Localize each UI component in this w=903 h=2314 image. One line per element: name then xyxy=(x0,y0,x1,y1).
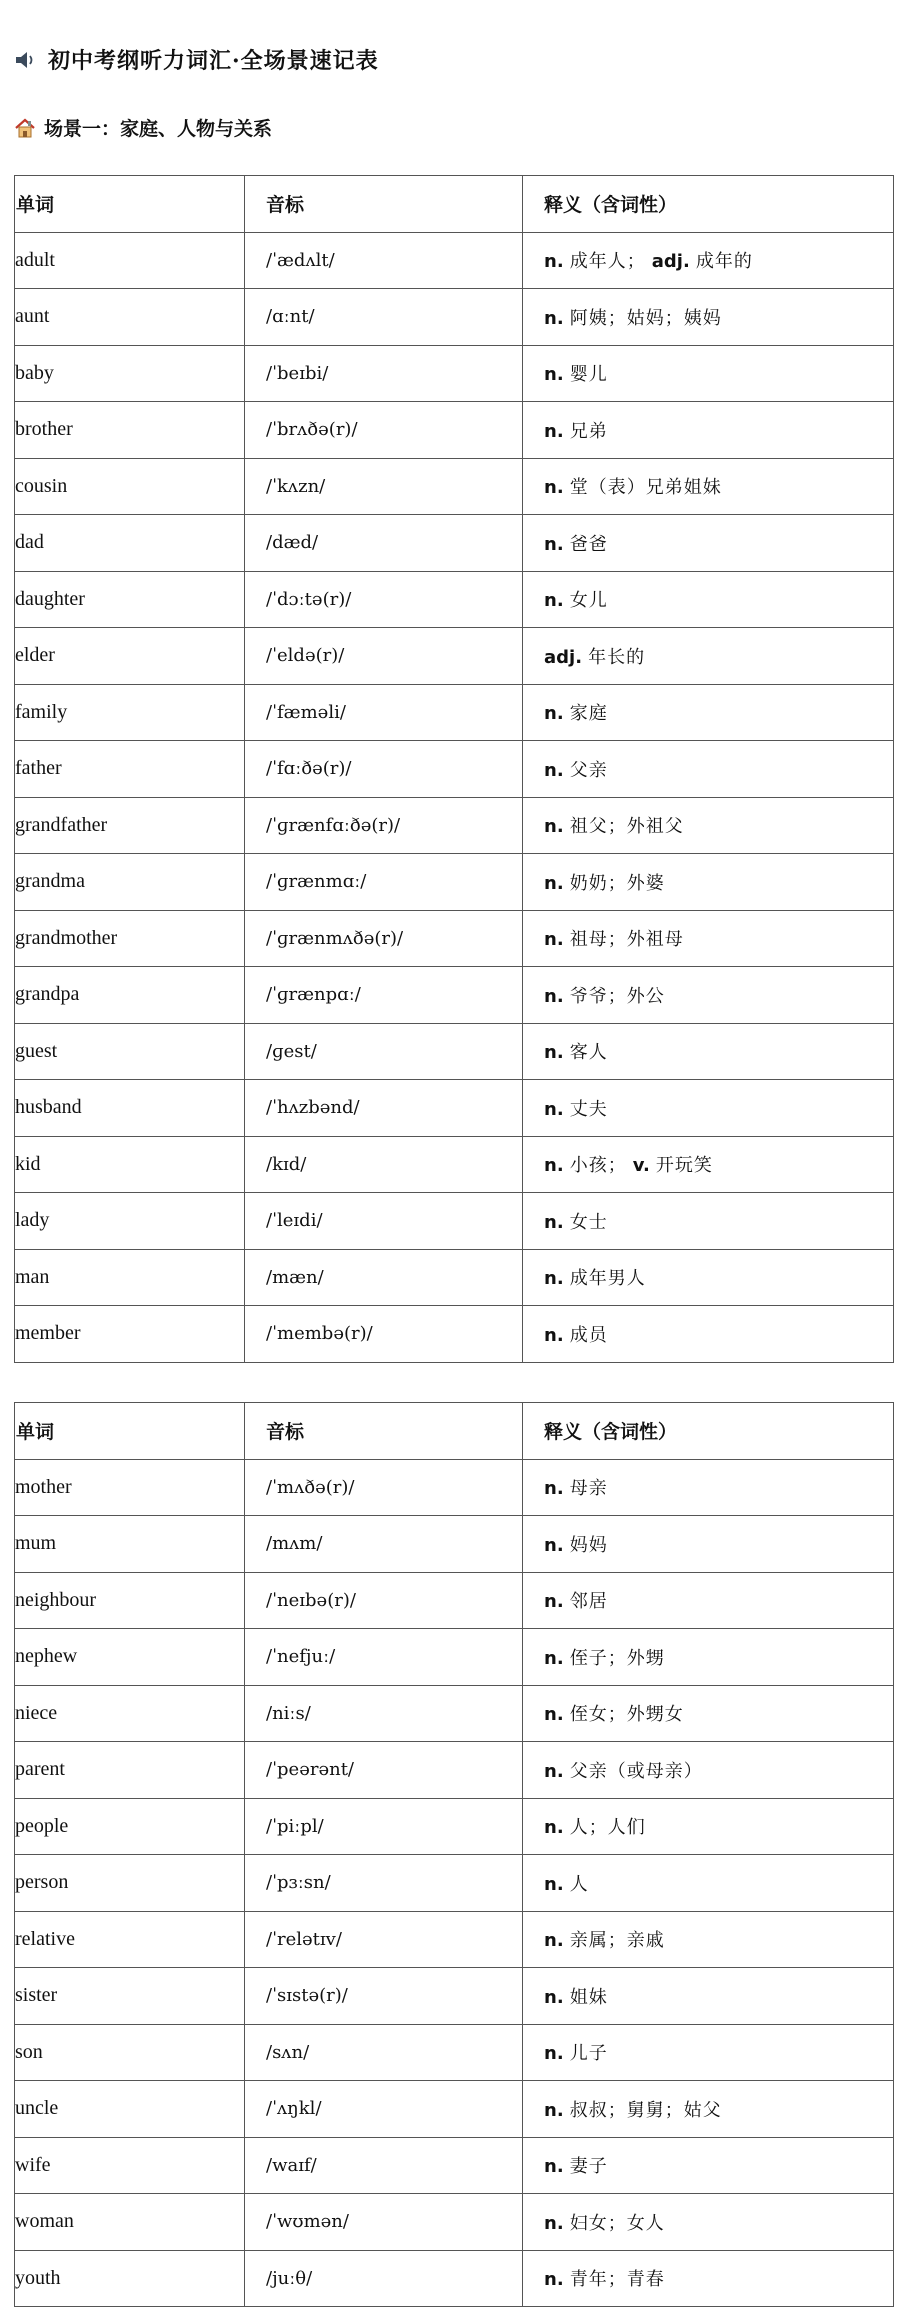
word-cell: grandmother xyxy=(15,910,245,967)
phonetic-cell: /ˈpɜːsn/ xyxy=(245,1855,523,1912)
phonetic-cell: /ˈnefjuː/ xyxy=(245,1629,523,1686)
word-cell: member xyxy=(15,1306,245,1363)
phonetic-cell: /ˈɡrænfɑːðə(r)/ xyxy=(245,797,523,854)
phonetic-cell: /ˈfɑːðə(r)/ xyxy=(245,741,523,798)
meaning-text: 家庭 xyxy=(569,703,608,725)
word-cell: sister xyxy=(15,1968,245,2025)
word-cell: husband xyxy=(15,1080,245,1137)
table-row xyxy=(15,345,894,402)
definition-cell xyxy=(523,2137,894,2194)
table-row xyxy=(15,1685,894,1742)
definition-cell xyxy=(523,1023,894,1080)
definition-cell xyxy=(523,232,894,289)
word-cell: mother xyxy=(15,1459,245,1516)
header-word: 单词 xyxy=(15,176,245,233)
phonetic-cell: /ˈmʌðə(r)/ xyxy=(245,1459,523,1516)
part-of-speech: n. xyxy=(544,2099,564,2121)
word-cell: guest xyxy=(15,1023,245,1080)
definition-cell xyxy=(523,628,894,685)
word-cell: kid xyxy=(15,1136,245,1193)
part-of-speech: n. xyxy=(544,2212,564,2234)
word-cell: aunt xyxy=(15,289,245,346)
word-cell: neighbour xyxy=(15,1572,245,1629)
phonetic-cell: /ˈbeɪbi/ xyxy=(245,345,523,402)
phonetic-cell: /ˈædʌlt/ xyxy=(245,232,523,289)
definition-cell xyxy=(523,1193,894,1250)
definition-cell xyxy=(523,571,894,628)
part-of-speech: n. xyxy=(544,1478,564,1500)
phonetic-cell: /mʌm/ xyxy=(245,1516,523,1573)
word-cell: dad xyxy=(15,515,245,572)
phonetic-cell: /ˈkʌzn/ xyxy=(245,458,523,515)
part-of-speech: n. xyxy=(544,533,564,555)
table-row xyxy=(15,910,894,967)
word-cell: nephew xyxy=(15,1629,245,1686)
part-of-speech: v. xyxy=(632,1155,650,1177)
table-row xyxy=(15,684,894,741)
table-row xyxy=(15,1855,894,1912)
table-row xyxy=(15,1572,894,1629)
phonetic-cell: /ˈɡrænmʌðə(r)/ xyxy=(245,910,523,967)
table-row xyxy=(15,1306,894,1363)
part-of-speech: adj. xyxy=(651,251,690,273)
word-cell: man xyxy=(15,1249,245,1306)
meaning-text: 父亲 xyxy=(569,759,608,781)
meaning-text: 阿姨；姑妈；姨妈 xyxy=(569,307,722,329)
word-cell: people xyxy=(15,1798,245,1855)
header-definition: 释义（含词性） xyxy=(523,1403,894,1460)
part-of-speech: n. xyxy=(544,1817,564,1839)
header-ipa: 音标 xyxy=(245,176,523,233)
table-row xyxy=(15,402,894,459)
meaning-text: 女士 xyxy=(569,1211,608,1233)
word-cell: elder xyxy=(15,628,245,685)
meaning-text: 奶奶；外婆 xyxy=(569,872,665,894)
definition-cell xyxy=(523,1516,894,1573)
meaning-text: 妻子 xyxy=(569,2156,608,2178)
meaning-text: 爷爷；外公 xyxy=(569,985,665,1007)
part-of-speech: n. xyxy=(544,1930,564,1952)
part-of-speech: n. xyxy=(544,2043,564,2065)
meaning-text: 成年男人 xyxy=(569,1268,646,1290)
table-row xyxy=(15,854,894,911)
word-cell: grandma xyxy=(15,854,245,911)
table-header-row xyxy=(15,1403,894,1460)
meaning-text: 堂（表）兄弟姐妹 xyxy=(569,477,722,499)
part-of-speech: n. xyxy=(544,307,564,329)
definition-cell xyxy=(523,854,894,911)
part-of-speech: n. xyxy=(544,2156,564,2178)
definition-cell xyxy=(523,1685,894,1742)
table-row xyxy=(15,628,894,685)
table-row xyxy=(15,2250,894,2307)
part-of-speech: n. xyxy=(544,1211,564,1233)
table-row xyxy=(15,1516,894,1573)
word-cell: brother xyxy=(15,402,245,459)
meaning-text: 妈妈 xyxy=(569,1534,608,1556)
phonetic-cell: /waɪf/ xyxy=(245,2137,523,2194)
meaning-text: 年长的 xyxy=(588,646,646,668)
definition-cell xyxy=(523,1249,894,1306)
phonetic-cell: /ˈmembə(r)/ xyxy=(245,1306,523,1363)
table-row xyxy=(15,797,894,854)
table-row xyxy=(15,232,894,289)
part-of-speech: n. xyxy=(544,703,564,725)
definition-cell xyxy=(523,1742,894,1799)
phonetic-cell: /ˈdɔːtə(r)/ xyxy=(245,571,523,628)
meaning-text: 人；人们 xyxy=(569,1817,646,1839)
part-of-speech: n. xyxy=(544,1760,564,1782)
phonetic-cell: /ˈeldə(r)/ xyxy=(245,628,523,685)
table-row xyxy=(15,1249,894,1306)
meaning-text: 丈夫 xyxy=(569,1098,608,1120)
table-row xyxy=(15,515,894,572)
meaning-text: 叔叔；舅舅；姑父 xyxy=(569,2099,722,2121)
word-cell: baby xyxy=(15,345,245,402)
header-definition: 释义（含词性） xyxy=(523,176,894,233)
definition-cell xyxy=(523,910,894,967)
part-of-speech: n. xyxy=(544,590,564,612)
meaning-text: 父亲（或母亲） xyxy=(569,1760,703,1782)
meaning-text: 小孩； xyxy=(569,1155,627,1177)
phonetic-cell: /ˈneɪbə(r)/ xyxy=(245,1572,523,1629)
meaning-text: 祖母；外祖母 xyxy=(569,929,684,951)
definition-cell xyxy=(523,1136,894,1193)
part-of-speech: n. xyxy=(544,985,564,1007)
phonetic-cell: /ˈfæməli/ xyxy=(245,684,523,741)
definition-cell xyxy=(523,741,894,798)
meaning-text: 爸爸 xyxy=(569,533,608,555)
meaning-text: 婴儿 xyxy=(569,364,608,386)
table-row xyxy=(15,1136,894,1193)
part-of-speech: n. xyxy=(544,251,564,273)
word-cell: lady xyxy=(15,1193,245,1250)
phonetic-cell: /niːs/ xyxy=(245,1685,523,1742)
definition-cell xyxy=(523,458,894,515)
word-cell: uncle xyxy=(15,2081,245,2138)
table-row xyxy=(15,1742,894,1799)
table-row xyxy=(15,2024,894,2081)
phonetic-cell: /ˈbrʌðə(r)/ xyxy=(245,402,523,459)
part-of-speech: n. xyxy=(544,1647,564,1669)
table-row xyxy=(15,741,894,798)
definition-cell xyxy=(523,1855,894,1912)
definition-cell xyxy=(523,1911,894,1968)
word-cell: woman xyxy=(15,2194,245,2251)
speaker-icon xyxy=(14,49,38,71)
word-cell: parent xyxy=(15,1742,245,1799)
meaning-text: 客人 xyxy=(569,1042,608,1064)
meaning-text: 成年人； xyxy=(569,251,646,273)
phonetic-cell: /juːθ/ xyxy=(245,2250,523,2307)
meaning-text: 人 xyxy=(569,1873,589,1895)
part-of-speech: n. xyxy=(544,364,564,386)
definition-cell xyxy=(523,684,894,741)
word-cell: relative xyxy=(15,1911,245,1968)
part-of-speech: n. xyxy=(544,872,564,894)
phonetic-cell: /sʌn/ xyxy=(245,2024,523,2081)
part-of-speech: n. xyxy=(544,1873,564,1895)
table-row xyxy=(15,1798,894,1855)
definition-cell xyxy=(523,1080,894,1137)
phonetic-cell: /ɡest/ xyxy=(245,1023,523,1080)
table-row xyxy=(15,1459,894,1516)
definition-cell xyxy=(523,289,894,346)
phonetic-cell: /ˈʌŋkl/ xyxy=(245,2081,523,2138)
phonetic-cell: /ˈsɪstə(r)/ xyxy=(245,1968,523,2025)
part-of-speech: n. xyxy=(544,1155,564,1177)
table-row xyxy=(15,571,894,628)
word-cell: person xyxy=(15,1855,245,1912)
meaning-text: 侄子；外甥 xyxy=(569,1647,665,1669)
phonetic-cell: /mæn/ xyxy=(245,1249,523,1306)
house-icon xyxy=(14,118,36,138)
word-cell: grandpa xyxy=(15,967,245,1024)
table-row xyxy=(15,2137,894,2194)
word-cell: niece xyxy=(15,1685,245,1742)
table-row xyxy=(15,1023,894,1080)
table-row xyxy=(15,967,894,1024)
meaning-text: 儿子 xyxy=(569,2043,608,2065)
definition-cell xyxy=(523,1798,894,1855)
phonetic-cell: /ˈpiːpl/ xyxy=(245,1798,523,1855)
table-row xyxy=(15,1080,894,1137)
header-ipa: 音标 xyxy=(245,1403,523,1460)
definition-cell xyxy=(523,1459,894,1516)
table-row xyxy=(15,1193,894,1250)
word-cell: father xyxy=(15,741,245,798)
table-row xyxy=(15,2081,894,2138)
meaning-text: 女儿 xyxy=(569,590,608,612)
meaning-text: 侄女；外甥女 xyxy=(569,1704,684,1726)
part-of-speech: n. xyxy=(544,1324,564,1346)
part-of-speech: n. xyxy=(544,1591,564,1613)
phonetic-cell: /ˈwʊmən/ xyxy=(245,2194,523,2251)
meaning-text: 青年；青春 xyxy=(569,2269,665,2291)
part-of-speech: n. xyxy=(544,929,564,951)
meaning-text: 姐妹 xyxy=(569,1986,608,2008)
word-cell: adult xyxy=(15,232,245,289)
meaning-text: 亲属；亲戚 xyxy=(569,1930,665,1952)
meaning-text: 开玩笑 xyxy=(655,1155,713,1177)
definition-cell xyxy=(523,2194,894,2251)
word-cell: grandfather xyxy=(15,797,245,854)
table-row xyxy=(15,2194,894,2251)
word-cell: youth xyxy=(15,2250,245,2307)
phonetic-cell: /ˈhʌzbənd/ xyxy=(245,1080,523,1137)
table-row xyxy=(15,289,894,346)
definition-cell xyxy=(523,1629,894,1686)
word-cell: daughter xyxy=(15,571,245,628)
definition-cell xyxy=(523,1968,894,2025)
part-of-speech: n. xyxy=(544,1704,564,1726)
word-cell: family xyxy=(15,684,245,741)
part-of-speech: n. xyxy=(544,2269,564,2291)
table-row xyxy=(15,1629,894,1686)
part-of-speech: n. xyxy=(544,420,564,442)
phonetic-cell: /ˈrelətɪv/ xyxy=(245,1911,523,1968)
part-of-speech: n. xyxy=(544,1534,564,1556)
meaning-text: 邻居 xyxy=(569,1591,608,1613)
definition-cell xyxy=(523,345,894,402)
header-word: 单词 xyxy=(15,1403,245,1460)
word-cell: mum xyxy=(15,1516,245,1573)
meaning-text: 成员 xyxy=(569,1324,608,1346)
definition-cell xyxy=(523,2081,894,2138)
part-of-speech: n. xyxy=(544,1268,564,1290)
meaning-text: 母亲 xyxy=(569,1478,608,1500)
definition-cell xyxy=(523,1572,894,1629)
meaning-text: 成年的 xyxy=(695,251,753,273)
phonetic-cell: /dæd/ xyxy=(245,515,523,572)
phonetic-cell: /ˈɡrænmɑː/ xyxy=(245,854,523,911)
section-title: 场景一：家庭、人物与关系 xyxy=(44,118,273,140)
meaning-text: 妇女；女人 xyxy=(569,2212,665,2234)
definition-cell xyxy=(523,1306,894,1363)
definition-cell xyxy=(523,967,894,1024)
phonetic-cell: /ɑːnt/ xyxy=(245,289,523,346)
meaning-text: 祖父；外祖父 xyxy=(569,816,684,838)
table-row xyxy=(15,1968,894,2025)
table-row xyxy=(15,458,894,515)
part-of-speech: n. xyxy=(544,1098,564,1120)
page-title: 初中考纲听力词汇·全场景速记表 xyxy=(48,48,379,74)
definition-cell xyxy=(523,2024,894,2081)
word-cell: son xyxy=(15,2024,245,2081)
section-heading xyxy=(14,114,272,141)
part-of-speech: n. xyxy=(544,477,564,499)
phonetic-cell: /ˈleɪdi/ xyxy=(245,1193,523,1250)
word-cell: wife xyxy=(15,2137,245,2194)
word-cell: cousin xyxy=(15,458,245,515)
phonetic-cell: /ˈpeərənt/ xyxy=(245,1742,523,1799)
part-of-speech: n. xyxy=(544,759,564,781)
vocab-table-1 xyxy=(14,175,894,1363)
part-of-speech: n. xyxy=(544,1042,564,1064)
definition-cell xyxy=(523,2250,894,2307)
table-row xyxy=(15,1911,894,1968)
phonetic-cell: /ˈɡrænpɑː/ xyxy=(245,967,523,1024)
table-header-row xyxy=(15,176,894,233)
page-title-row xyxy=(14,44,379,75)
part-of-speech: adj. xyxy=(544,646,583,668)
meaning-text: 兄弟 xyxy=(569,420,608,442)
phonetic-cell: /kɪd/ xyxy=(245,1136,523,1193)
part-of-speech: n. xyxy=(544,1986,564,2008)
definition-cell xyxy=(523,402,894,459)
vocab-table-2 xyxy=(14,1402,894,2307)
part-of-speech: n. xyxy=(544,816,564,838)
definition-cell xyxy=(523,797,894,854)
definition-cell xyxy=(523,515,894,572)
